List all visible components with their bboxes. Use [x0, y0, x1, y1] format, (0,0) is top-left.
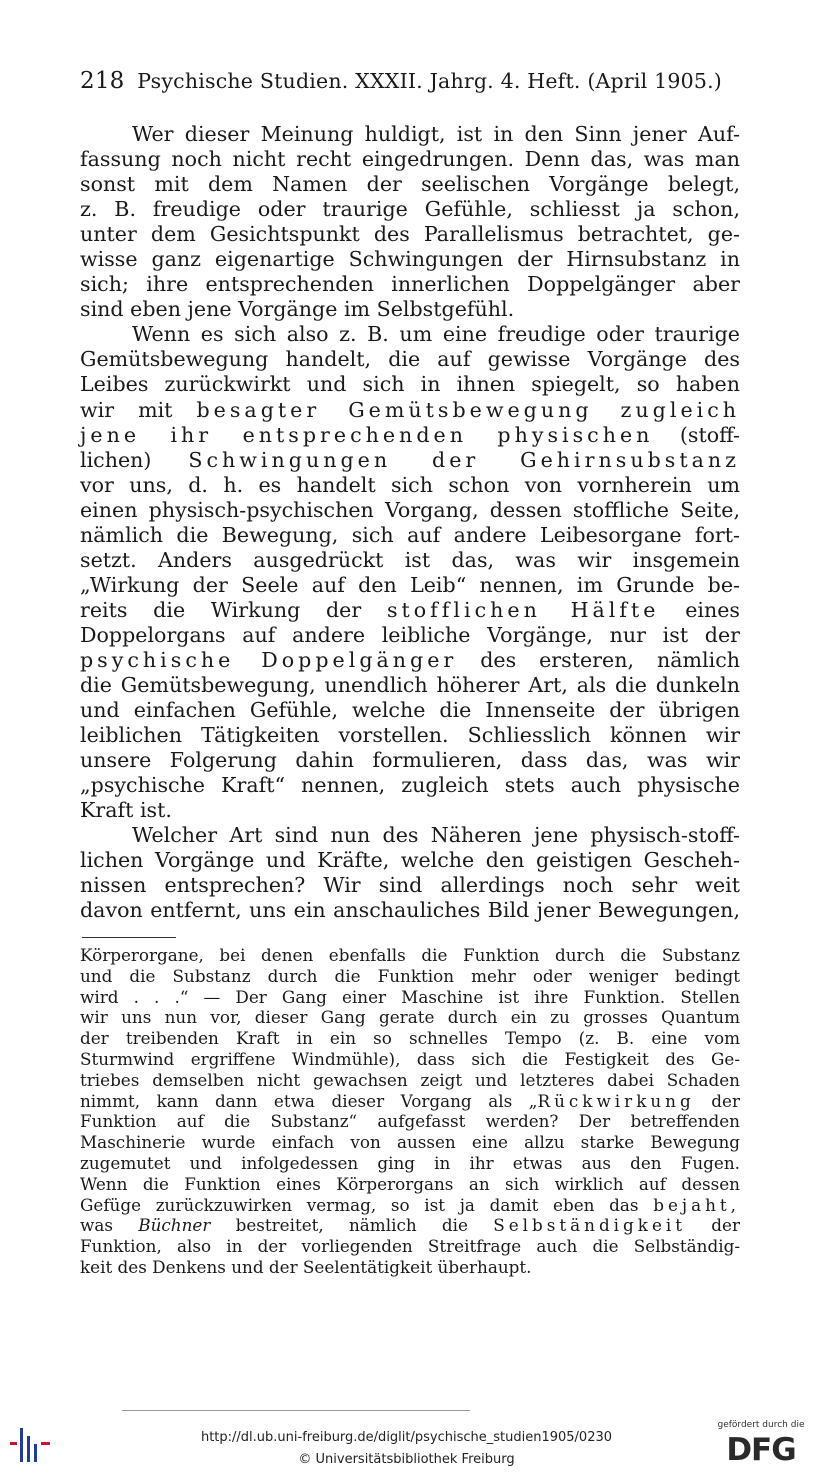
text-line: Kraft ist. — [80, 798, 172, 823]
text-line: lichen Vorgänge und Kräfte, welche den geistigen Gescheh- — [80, 848, 740, 873]
text-line: setzt. Anders ausgedrückt ist das, was wir insgemein — [80, 547, 740, 572]
footnote-line: Sturmwind ergriffene Windmühle), dass sich die Festigkeit des Ge- — [80, 1048, 740, 1069]
footnote-line: keit des Denkens und der Seelentätigkeit überhaupt. — [80, 1256, 532, 1277]
footnote-line: und die Substanz durch die Funktion mehr oder weniger bedingt — [80, 965, 740, 986]
dfg-tagline: gefördert durch die — [717, 1420, 805, 1430]
text-line: Wenn es sich also z. B. um eine freudige oder traurige — [132, 322, 740, 347]
dfg-wordmark: DFG — [726, 1432, 796, 1468]
text-segment: bestreitet, nämlich die — [235, 1215, 468, 1236]
spaced-emphasis: stofflichen Hälfte — [386, 597, 660, 622]
copyright-notice: © Universitätsbibliothek Freiburg — [298, 1452, 515, 1467]
footnote — [80, 945, 740, 1278]
text-line: vor uns, d. h. es handelt sich schon von vornherein um — [80, 472, 740, 497]
footnote-line: Funktion, also in der vorliegenden Streitfrage auch die Selbständig- — [80, 1236, 740, 1257]
text-line: leiblichen Tätigkeiten vorstellen. Schliesslich können wir — [80, 723, 740, 748]
source-url[interactable]: http://dl.ub.uni-freiburg.de/diglit/psychische_studien1905/0230 — [200, 1430, 613, 1445]
text-line — [80, 398, 740, 423]
text-line: nämlich die Bewegung, sich auf andere Leibesorgane fort- — [80, 522, 740, 547]
text-line: z. B. freudige oder traurige Gefühle, schliesst ja schon, — [80, 197, 740, 222]
text-line: Welcher Art sind nun des Näheren jene physisch-stoff- — [132, 823, 740, 848]
footnote-line: Körperorgane, bei denen ebenfalls die Funktion durch die Substanz — [80, 945, 740, 965]
footer-divider — [122, 1410, 470, 1411]
text-line: Gemütsbewegung handelt, die auf gewisse Vorgänge des — [80, 347, 740, 372]
text-segment: lichen) — [80, 447, 152, 472]
text-line — [80, 423, 740, 448]
text-line: unsere Folgerung dahin formulieren, dass das, was wir — [80, 748, 740, 773]
text-line: „psychische Kraft“ nennen, zugleich stets auch physische — [80, 773, 740, 798]
footnote-line: triebes demselben nicht gewachsen zeigt und letzteres dabei Schaden — [80, 1069, 740, 1090]
spaced-emphasis: jene ihr entsprechenden physischen — [80, 422, 654, 447]
text-line: die Gemütsbewegung, unendlich höherer Art, als die dunkeln — [80, 673, 740, 698]
text-segment: wir mit — [80, 397, 173, 422]
footnote-line — [80, 1195, 740, 1216]
running-title: Psychische Studien. XXXII. Jahrg. 4. Heft. (April 1905.) — [137, 69, 722, 93]
text-line — [80, 448, 740, 473]
running-head — [80, 68, 740, 94]
text-line: Leibes zurückwirkt und sich in ihnen spiegelt, so haben — [80, 372, 740, 397]
text-segment: der — [711, 1090, 740, 1111]
footnote-line: Maschinerie wurde einfach von aussen eine allzu starke Bewegung — [80, 1132, 740, 1153]
main-text — [80, 122, 740, 924]
spaced-emphasis: Rückwirkung — [537, 1090, 695, 1111]
text-line: sind eben jene Vorgänge im Selbstgefühl. — [80, 297, 515, 322]
text-segment: (stoff- — [679, 422, 741, 447]
text-segment: der — [711, 1215, 740, 1236]
text-line: sonst mit dem Namen der seelischen Vorgänge belegt, — [80, 172, 740, 197]
text-line: Wer dieser Meinung huldigt, ist in den Sinn jener Auf- — [132, 122, 740, 146]
text-line — [80, 598, 740, 623]
text-segment: nimmt, kann dann etwa dieser Vorgang als „ — [80, 1090, 538, 1111]
spaced-emphasis: Selbständigkeit — [493, 1215, 687, 1236]
footnote-line: Wenn die Funktion eines Körperorgans an sich wirklich auf dessen — [80, 1173, 740, 1194]
text-line: nissen entsprechen? Wir sind allerdings noch sehr weit — [80, 873, 740, 898]
footnote-line: wird . . .“ — Der Gang einer Maschine ist ihre Funktion. Stellen — [80, 986, 740, 1007]
footnote-line: der treibenden Kraft in ein so schnelles Tempo (z. B. eine vom — [80, 1028, 740, 1049]
text-line — [80, 648, 740, 673]
spaced-emphasis: Schwingungen der Gehirnsubstanz — [188, 447, 740, 472]
text-line: „Wirkung der Seele auf den Leib“ nennen, im Grunde be- — [80, 572, 740, 597]
text-line: wisse ganz eigenartige Schwingungen der Hirnsubstanz in — [80, 247, 740, 272]
text-line: fassung noch nicht recht eingedrungen. Denn das, was man — [80, 147, 740, 172]
digitization-footer — [0, 1410, 813, 1473]
text-line: und einfachen Gefühle, welche die Innenseite der übrigen — [80, 698, 740, 723]
text-line: Doppelorgans auf andere leibliche Vorgänge, nur ist der — [80, 622, 740, 647]
text-segment: Gefüge zurückzuwirken vermag, so ist ja damit eben das — [80, 1194, 639, 1215]
spaced-emphasis: besagter Gemütsbewegung zugleich — [196, 397, 741, 422]
page-number: 218 — [80, 68, 125, 94]
italic-name: Büchner — [138, 1215, 211, 1236]
footnote-line: zugemutet und infolgedessen ging in ihr etwas aus den Fugen. — [80, 1152, 740, 1173]
footnote-line: wir uns nun vor, dieser Gang gerate durch ein zu grosses Quantum — [80, 1007, 740, 1028]
text-segment: des ersteren, nämlich — [480, 647, 740, 672]
footnote-line — [80, 1215, 740, 1236]
text-line: einen physisch-psychischen Vorgang, dessen stoffliche Seite, — [80, 497, 740, 522]
footnote-line: Funktion auf die Substanz“ aufgefasst werden? Der betreffenden — [80, 1111, 740, 1132]
spaced-emphasis: psychische Doppelgänger — [80, 647, 458, 672]
text-line: davon entfernt, uns ein anschauliches Bild jener Bewegungen, — [80, 898, 740, 923]
text-line: sich; ihre entsprechenden innerlichen Doppelgänger aber — [80, 272, 740, 297]
text-segment: was — [80, 1215, 113, 1236]
text-segment: eines — [685, 597, 740, 622]
footnote-line — [80, 1091, 740, 1112]
spaced-emphasis: bejaht, — [653, 1194, 740, 1215]
dfg-logo — [717, 1420, 805, 1468]
text-segment: reits die Wirkung der — [80, 597, 362, 622]
text-line: unter dem Gesichtspunkt des Parallelismus betrachtet, ge- — [80, 222, 740, 247]
footnote-divider — [82, 937, 176, 938]
